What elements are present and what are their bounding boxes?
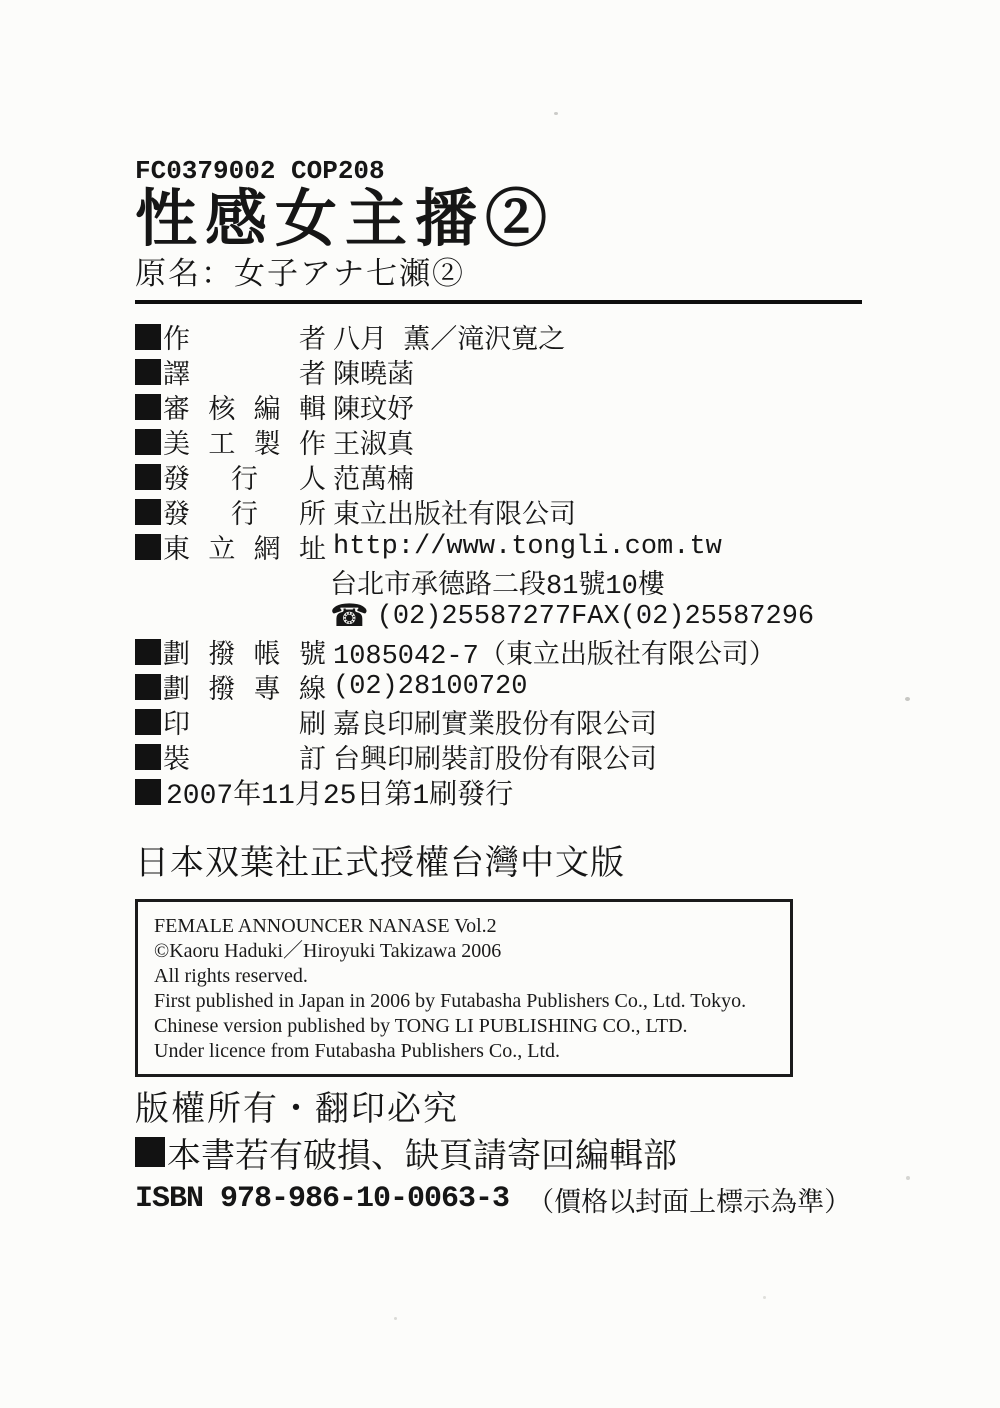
license-line: ©Kaoru Haduki／Hiroyuki Takizawa 2006: [154, 940, 502, 962]
isbn-row: [135, 1177, 880, 1221]
bullet-square-icon: [135, 429, 161, 455]
damage-notice: 本書若有破損、缺頁請寄回編輯部: [167, 1135, 677, 1176]
credit-row-binding: [135, 739, 880, 777]
credit-label: 美工製作: [163, 429, 326, 460]
credit-label: 審核編輯: [163, 394, 326, 425]
scan-speck: [763, 1296, 766, 1299]
credit-label: 劃撥帳號: [163, 639, 326, 670]
bullet-square-icon: [135, 1137, 165, 1167]
license-line: Under licence from Futabasha Publishers Co., Ltd.: [154, 1040, 561, 1062]
address-row: [135, 564, 880, 602]
license-line: Chinese version published by TONG LI PUBLISHING CO., LTD.: [154, 1015, 688, 1037]
credit-row-postal-hotline: [135, 669, 880, 704]
bullet-square-icon: [135, 779, 161, 805]
phone-row: [135, 599, 880, 634]
bullet-square-icon: [135, 744, 161, 770]
credit-label: 發行所: [163, 499, 326, 530]
book-title: 性感女主播②: [135, 182, 556, 255]
credit-row-printing: [135, 704, 880, 742]
credit-row-review-editor: [135, 389, 880, 427]
credit-value: 台興印刷裝訂股份有限公司: [333, 746, 657, 777]
bullet-square-icon: [135, 499, 161, 525]
isbn-number: ISBN 978-986-10-0063-3: [135, 1182, 510, 1216]
credit-value: 八月 薫／滝沢寛之: [333, 326, 566, 357]
credit-row-website: [135, 529, 880, 564]
price-note: （價格以封面上標示為準）: [527, 1186, 852, 1218]
credit-row-art-design: [135, 424, 880, 462]
scan-speck: [554, 112, 558, 115]
credits-list: [135, 319, 880, 812]
print-date: 2007年11月25日第1刷發行: [166, 780, 514, 812]
bullet-square-icon: [135, 359, 161, 385]
license-line: First published in Japan in 2006 by Futabasha Publishers Co., Ltd. Tokyo.: [154, 990, 747, 1012]
credit-row-publisher-person: [135, 459, 880, 497]
credit-value: 陳玟妤: [333, 396, 414, 427]
credit-value: 王淑真: [333, 431, 414, 462]
original-title: 原名：女子アナ七瀬②: [135, 256, 465, 292]
credit-value: (02)28100720: [333, 671, 528, 702]
credit-value: 陳曉菡: [333, 361, 414, 392]
credit-row-publishing-house: [135, 494, 880, 532]
license-heading: 日本双葉社正式授權台灣中文版: [135, 843, 625, 883]
telephone-icon: ☎: [330, 598, 369, 634]
credit-label: 印刷: [163, 709, 326, 740]
credit-row-author: [135, 319, 880, 357]
fax-number: FAX(02)25587296: [571, 601, 815, 632]
license-line: FEMALE ANNOUNCER NANASE Vol.2: [154, 915, 497, 937]
bullet-square-icon: [135, 709, 161, 735]
credit-label: 裝訂: [163, 744, 326, 775]
credit-value: 東立出版社有限公司: [333, 501, 576, 532]
credit-value: 嘉良印刷實業股份有限公司: [333, 711, 657, 742]
bullet-square-icon: [135, 324, 161, 350]
license-line: All rights reserved.: [154, 965, 308, 987]
website-url: http://www.tongli.com.tw: [333, 531, 722, 562]
scan-speck: [905, 697, 910, 701]
credit-row-translator: [135, 354, 880, 392]
credit-label: 作者: [163, 324, 326, 355]
credit-label: 發行人: [163, 464, 326, 495]
colophon-content: [135, 156, 880, 1221]
damage-notice-row: [135, 1131, 880, 1176]
credit-value: 范萬楠: [333, 466, 414, 497]
publisher-address: 台北市承德路二段81號10樓: [330, 571, 665, 602]
print-date-row: [135, 774, 880, 812]
scan-speck: [394, 1317, 397, 1320]
phone-number: (02)25587277: [376, 601, 572, 632]
credit-label: 劃撥專線: [163, 674, 326, 705]
copyright-statement: 版權所有・翻印必究: [135, 1089, 459, 1129]
credit-value: 1085042-7（東立出版社有限公司）: [333, 641, 776, 672]
bullet-square-icon: [135, 394, 161, 420]
credit-row-postal-account: [135, 634, 880, 672]
bullet-square-icon: [135, 464, 161, 490]
scan-speck: [906, 1176, 910, 1180]
product-code: FC0379002 COP208: [135, 156, 385, 186]
credit-label: 譯者: [163, 359, 326, 390]
bullet-square-icon: [135, 639, 161, 665]
bullet-square-icon: [135, 534, 161, 560]
credit-label: 東立網址: [163, 534, 326, 565]
divider-rule: [135, 300, 862, 304]
bullet-square-icon: [135, 674, 161, 700]
license-box: [135, 899, 793, 1077]
